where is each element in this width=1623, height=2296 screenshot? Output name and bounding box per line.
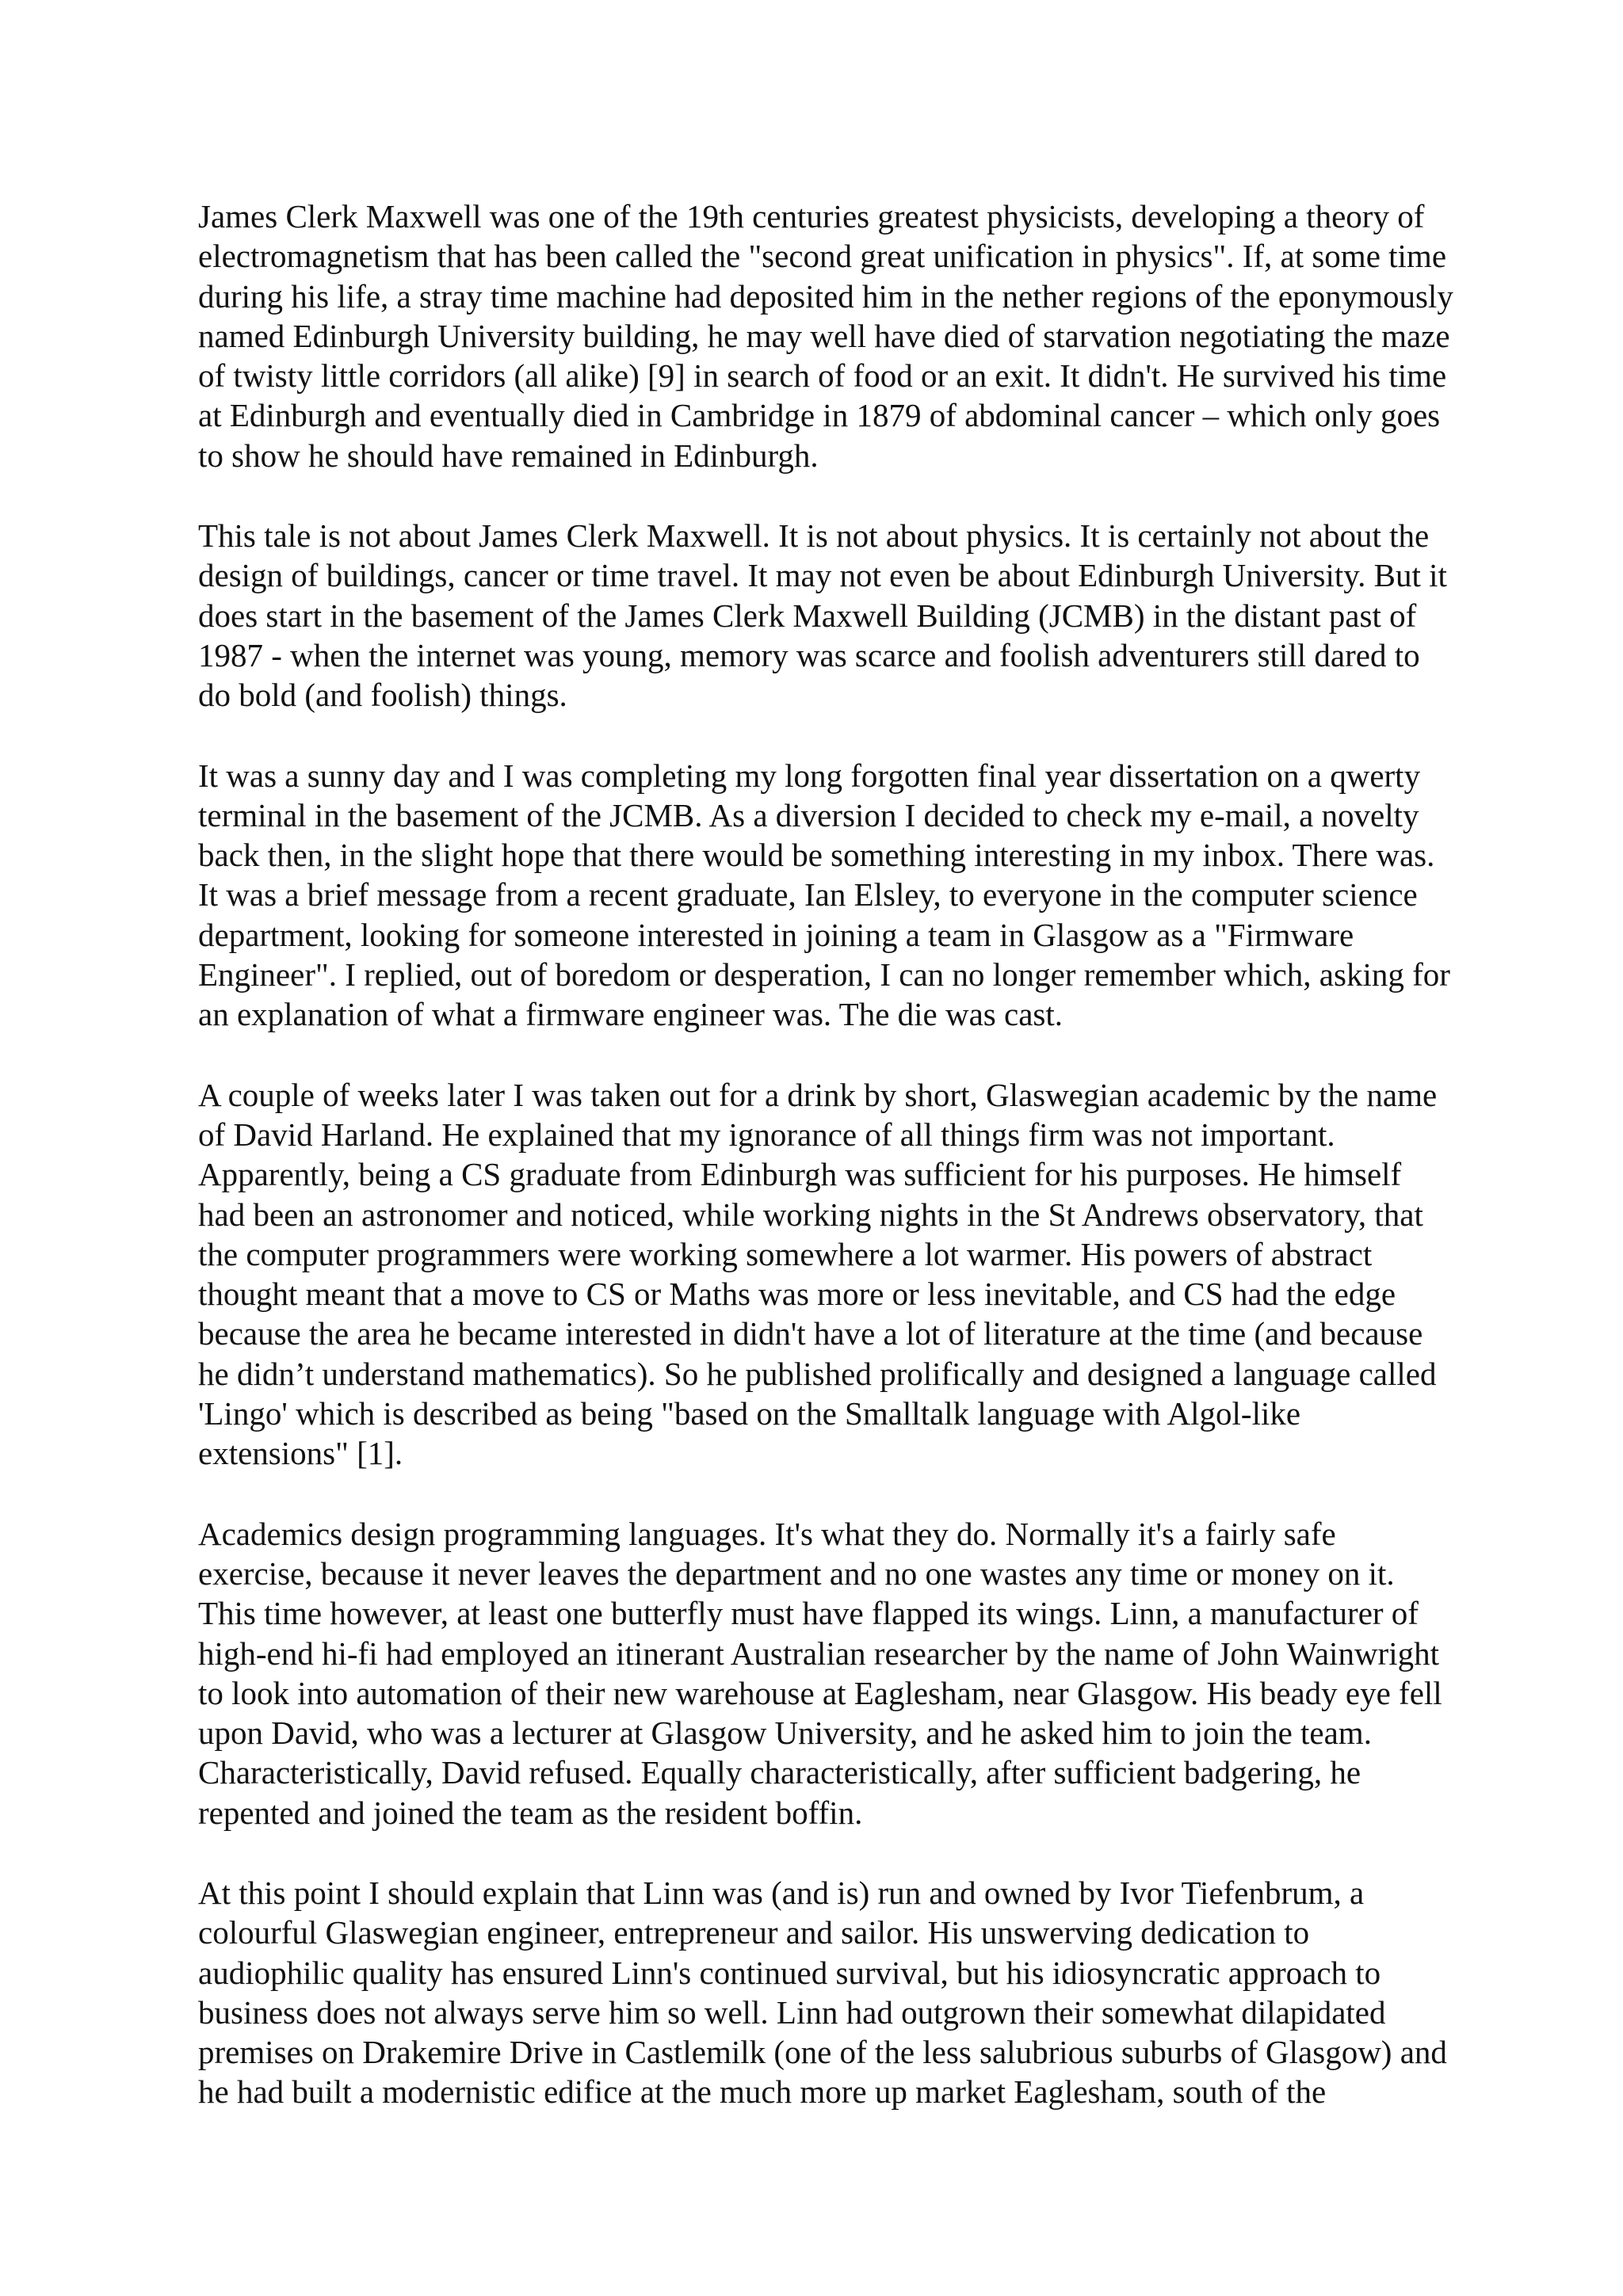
paragraph-4: A couple of weeks later I was taken out for a drink by short, Glaswegian academic by the name of David Harland. He explained that my ignorance of all things firm was not important. Apparently, being a CS graduate from Edinburgh was sufficient for his purposes. He himself had been an astronomer and noticed, while working nights in the St Andrews observatory, that the computer programmers were working somewhere a lot warmer. His powers of abstract thought meant that a move to CS or Maths was more or less inevitable, and CS had the edge because the area he became interested in didn't have a lot of literature at the time (and because he didn’t understand mathematics). So he published prolifically and designed a language called 'Lingo' which is described as being "based on the Smalltalk language with Algol-like extensions" [1].: [198, 1076, 1438, 1472]
paragraph-2: This tale is not about James Clerk Maxwell. It is not about physics. It is certainly not about the design of buildings, cancer or time travel. It may not even be about Edinburgh University. But it does start in the basement of the James Clerk Maxwell Building (JCMB) in the distant past of 1987 - when the internet was young, memory was scarce and foolish adventurers still dared to do bold (and foolish) things.: [198, 517, 1447, 714]
paragraph-6: At this point I should explain that Linn was (and is) run and owned by Ivor Tiefenbrum, a colourful Glaswegian engineer, entrepreneur and sailor. His unswerving dedication to audiophilic quality has ensured Linn's continued survival, but his idiosyncratic approach to business does not always serve him so well. Linn had outgrown their somewhat dilapidated premises on Drakemire Drive in Castlemilk (one of the less salubrious suburbs of Glasgow) and he had built a modernistic edifice at the much more up market Eaglesham, south of the: [198, 1874, 1447, 2111]
document-body: [198, 196, 1454, 2153]
paragraph-3: It was a sunny day and I was completing my long forgotten final year dissertation on a qwerty terminal in the basement of the JCMB. As a diversion I decided to check my e-mail, a novelty back then, in the slight hope that there would be something interesting in my inbox. There was. It was a brief message from a recent graduate, Ian Elsley, to everyone in the computer science department, looking for someone interested in joining a team in Glasgow as a "Firmware Engineer". I replied, out of boredom or desperation, I can no longer remember which, asking for an explanation of what a firmware engineer was. The die was cast.: [198, 757, 1450, 1033]
paragraph-5: Academics design programming languages. It's what they do. Normally it's a fairly safe exercise, because it never leaves the department and no one wastes any time or money on it. This time however, at least one butterfly must have flapped its wings. Linn, a manufacturer of high-end hi-fi had employed an itinerant Australian researcher by the name of John Wainwright to look into automation of their new warehouse at Eaglesham, near Glasgow. His beady eye fell upon David, who was a lecturer at Glasgow University, and he asked him to join the team. Characteristically, David refused. Equally characteristically, after sufficient badgering, he repented and joined the team as the resident boffin.: [198, 1515, 1442, 1831]
paragraph-1: James Clerk Maxwell was one of the 19th centuries greatest physicists, developing a theory of electromagnetism that has been called the "second great unification in physics". If, at some time during his life, a stray time machine had deposited him in the nether regions of the eponymously named Edinburgh University building, he may well have died of starvation negotiating the maze of twisty little corridors (all alike) [9] in search of food or an exit. It didn't. He survived his time at Edinburgh and eventually died in Cambridge in 1879 of abdominal cancer – which only goes to show he should have remained in Edinburgh.: [198, 198, 1453, 474]
